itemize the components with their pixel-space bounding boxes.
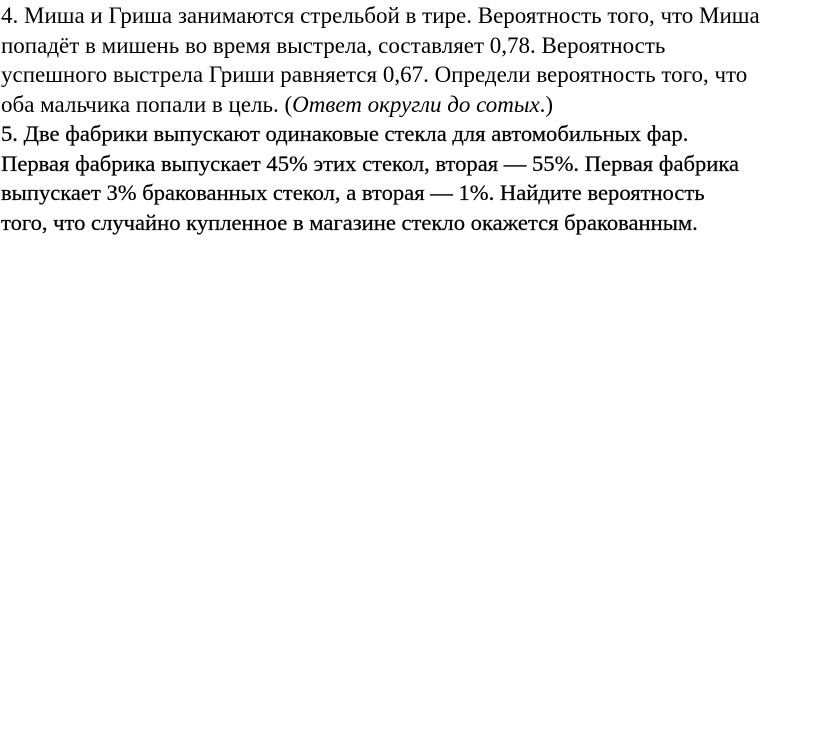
answer-instruction: Ответ округли до сотых [292,91,540,117]
problem-5-line: Первая фабрика выпускает 45% этих стекол, вторая — 55%. Первая фабрика [1,150,740,176]
problem-4-text: оба мальчика попали в цель. ( [1,91,293,117]
problem-4-last-line [0,90,760,120]
problem-4-text-end: .) [539,91,554,117]
problem-5-line: того, что случайно купленное в магазине стекло окажется бракованным. [1,209,698,235]
problem-5-paragraph [0,119,739,237]
problem-4-line: успешного выстрела Гриши равняется 0,67. Определи вероятность того, что [1,62,748,87]
problem-4-paragraph [0,1,760,119]
problem-5-line: выпускает 3% бракованных стекол, а вторая — 1%. Найдите вероятность [1,180,705,205]
problem-4-line: попадёт в мишень во время выстрела, составляет 0,78. Вероятность [1,32,666,58]
problem-5-line: 5. Две фабрики выпускают одинаковые стекла для автомобильных фар. [1,121,689,146]
problem-4-line: 4. Миша и Гриша занимаются стрельбой в тире. Вероятность того, что Миша [1,3,760,28]
